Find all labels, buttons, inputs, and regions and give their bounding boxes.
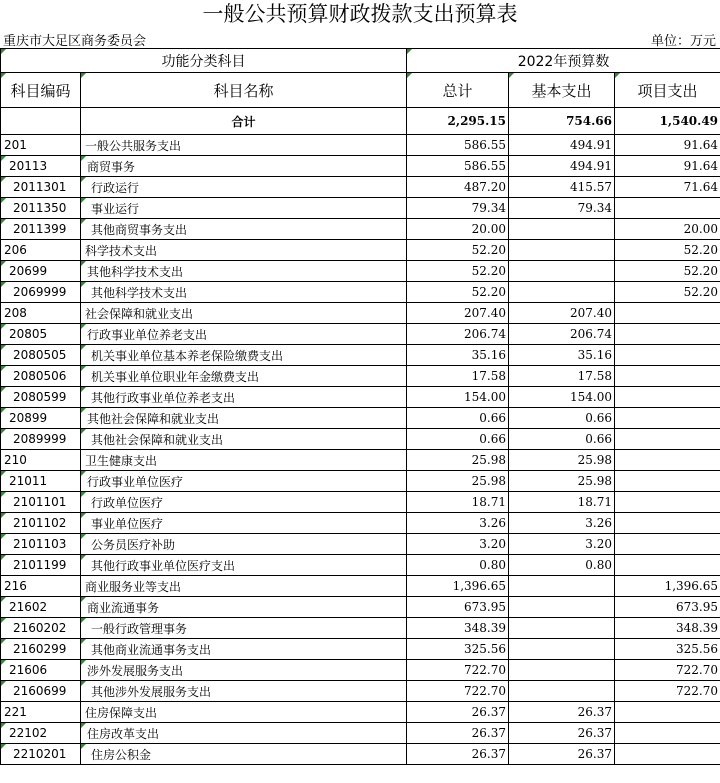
- table-row: [1, 513, 720, 534]
- project-cell: 1,396.65: [615, 576, 720, 597]
- total-row: [1, 108, 720, 135]
- code-cell: 216: [1, 576, 81, 597]
- total-cell: 325.56: [407, 639, 509, 660]
- table-row: [1, 597, 720, 618]
- total-cell: 79.34: [407, 198, 509, 219]
- name-cell: 卫生健康支出: [81, 450, 407, 471]
- code-cell: 2101103: [1, 534, 81, 555]
- basic-cell: 26.37: [509, 702, 615, 723]
- name-cell: 其他科学技术支出: [81, 261, 407, 282]
- project-cell: [615, 471, 720, 492]
- table-row: [1, 198, 720, 219]
- code-cell: 21602: [1, 597, 81, 618]
- table-row: [1, 219, 720, 240]
- header-name: 科目名称: [81, 73, 407, 108]
- code-cell: 21011: [1, 471, 81, 492]
- name-cell: 其他科学技术支出: [81, 282, 407, 303]
- total-cell: 0.66: [407, 408, 509, 429]
- project-cell: [615, 702, 720, 723]
- table-row: [1, 282, 720, 303]
- total-cell: 1,396.65: [407, 576, 509, 597]
- name-cell: 商贸事务: [81, 156, 407, 177]
- basic-cell: 154.00: [509, 387, 615, 408]
- table-row: [1, 450, 720, 471]
- name-cell: 涉外发展服务支出: [81, 660, 407, 681]
- project-cell: 722.70: [615, 660, 720, 681]
- basic-cell: 494.91: [509, 135, 615, 156]
- table-row: [1, 639, 720, 660]
- name-cell: 其他商贸事务支出: [81, 219, 407, 240]
- total-cell: 35.16: [407, 345, 509, 366]
- table-row: [1, 429, 720, 450]
- code-cell: 221: [1, 702, 81, 723]
- project-cell: [615, 198, 720, 219]
- name-cell: 其他行政事业单位医疗支出: [81, 555, 407, 576]
- total-cell: 26.37: [407, 744, 509, 765]
- name-cell: 其他涉外发展服务支出: [81, 681, 407, 702]
- total-cell: 0.80: [407, 555, 509, 576]
- table-row: [1, 240, 720, 261]
- basic-cell: [509, 597, 615, 618]
- basic-cell: 0.66: [509, 429, 615, 450]
- header-budget-year: 2022年预算数: [407, 49, 720, 73]
- code-cell: 21606: [1, 660, 81, 681]
- basic-cell: 25.98: [509, 471, 615, 492]
- code-cell: 20805: [1, 324, 81, 345]
- basic-cell: 494.91: [509, 156, 615, 177]
- header-basic: 基本支出: [509, 73, 615, 108]
- code-cell: 2080506: [1, 366, 81, 387]
- name-cell: 住房公积金: [81, 744, 407, 765]
- basic-cell: 207.40: [509, 303, 615, 324]
- basic-cell: 0.66: [509, 408, 615, 429]
- code-cell: 20113: [1, 156, 81, 177]
- code-cell: 2011301: [1, 177, 81, 198]
- name-cell: 住房保障支出: [81, 702, 407, 723]
- name-cell: 一般行政管理事务: [81, 618, 407, 639]
- total-cell: 722.70: [407, 660, 509, 681]
- basic-cell: 26.37: [509, 744, 615, 765]
- project-cell: [615, 534, 720, 555]
- name-cell: 科学技术支出: [81, 240, 407, 261]
- project-cell: [615, 555, 720, 576]
- code-cell: 2080505: [1, 345, 81, 366]
- total-cell: 348.39: [407, 618, 509, 639]
- total-cell: 20.00: [407, 219, 509, 240]
- total-cell: 52.20: [407, 282, 509, 303]
- project-cell: [615, 744, 720, 765]
- basic-cell: 26.37: [509, 723, 615, 744]
- table-row: [1, 261, 720, 282]
- header-row-2: [1, 73, 720, 108]
- table-row: [1, 471, 720, 492]
- project-cell: 673.95: [615, 597, 720, 618]
- code-cell: 2011399: [1, 219, 81, 240]
- total-cell: 206.74: [407, 324, 509, 345]
- project-cell: [615, 450, 720, 471]
- basic-cell: [509, 618, 615, 639]
- total-cell: 26.37: [407, 702, 509, 723]
- basic-cell: [509, 576, 615, 597]
- code-cell: 2101102: [1, 513, 81, 534]
- project-cell: [615, 408, 720, 429]
- code-cell: 20699: [1, 261, 81, 282]
- basic-cell: 3.26: [509, 513, 615, 534]
- project-cell: 52.20: [615, 240, 720, 261]
- basic-cell: [509, 639, 615, 660]
- name-cell: 一般公共服务支出: [81, 135, 407, 156]
- basic-cell: [509, 261, 615, 282]
- total-total: 2,295.15: [407, 108, 509, 135]
- project-cell: 91.64: [615, 156, 720, 177]
- table-row: [1, 408, 720, 429]
- table-row: [1, 492, 720, 513]
- table-row: [1, 366, 720, 387]
- total-cell: 207.40: [407, 303, 509, 324]
- basic-cell: [509, 660, 615, 681]
- total-cell: 25.98: [407, 450, 509, 471]
- name-cell: 其他社会保障和就业支出: [81, 408, 407, 429]
- name-cell: 机关事业单位基本养老保险缴费支出: [81, 345, 407, 366]
- code-cell: 210: [1, 450, 81, 471]
- code-cell: 2080599: [1, 387, 81, 408]
- name-cell: 事业运行: [81, 198, 407, 219]
- project-cell: 20.00: [615, 219, 720, 240]
- project-cell: 348.39: [615, 618, 720, 639]
- total-cell: 487.20: [407, 177, 509, 198]
- project-cell: [615, 387, 720, 408]
- table-row: [1, 744, 720, 765]
- code-cell: 2101199: [1, 555, 81, 576]
- total-cell: 722.70: [407, 681, 509, 702]
- code-cell: 2069999: [1, 282, 81, 303]
- unit-label: 单位：万元: [650, 34, 716, 49]
- table-row: [1, 177, 720, 198]
- code-cell: 2210201: [1, 744, 81, 765]
- basic-cell: [509, 681, 615, 702]
- name-cell: 行政运行: [81, 177, 407, 198]
- code-cell: 2011350: [1, 198, 81, 219]
- name-cell: 行政单位医疗: [81, 492, 407, 513]
- total-cell: 52.20: [407, 261, 509, 282]
- basic-cell: 25.98: [509, 450, 615, 471]
- code-cell: 2101101: [1, 492, 81, 513]
- basic-cell: 3.20: [509, 534, 615, 555]
- basic-cell: [509, 219, 615, 240]
- table-row: [1, 660, 720, 681]
- name-cell: 商业流通事务: [81, 597, 407, 618]
- code-cell: 20899: [1, 408, 81, 429]
- total-cell: 25.98: [407, 471, 509, 492]
- project-cell: [615, 723, 720, 744]
- basic-cell: [509, 240, 615, 261]
- project-cell: [615, 429, 720, 450]
- table-row: [1, 387, 720, 408]
- total-project: 1,540.49: [615, 108, 720, 135]
- project-cell: [615, 492, 720, 513]
- basic-cell: 35.16: [509, 345, 615, 366]
- table-row: [1, 702, 720, 723]
- table-row: [1, 723, 720, 744]
- table-row: [1, 345, 720, 366]
- name-cell: 行政事业单位养老支出: [81, 324, 407, 345]
- code-cell: 2160699: [1, 681, 81, 702]
- table-row: [1, 156, 720, 177]
- code-cell: 206: [1, 240, 81, 261]
- code-cell: 201: [1, 135, 81, 156]
- name-cell: 其他行政事业单位养老支出: [81, 387, 407, 408]
- total-cell: 52.20: [407, 240, 509, 261]
- total-cell: 0.66: [407, 429, 509, 450]
- code-cell: 2089999: [1, 429, 81, 450]
- project-cell: 71.64: [615, 177, 720, 198]
- total-cell: 18.71: [407, 492, 509, 513]
- project-cell: 91.64: [615, 135, 720, 156]
- name-cell: 公务员医疗补助: [81, 534, 407, 555]
- basic-cell: 18.71: [509, 492, 615, 513]
- name-cell: 商业服务业等支出: [81, 576, 407, 597]
- project-cell: 722.70: [615, 681, 720, 702]
- basic-cell: 79.34: [509, 198, 615, 219]
- name-cell: 其他商业流通事务支出: [81, 639, 407, 660]
- basic-cell: 415.57: [509, 177, 615, 198]
- total-cell: 3.20: [407, 534, 509, 555]
- name-cell: 机关事业单位职业年金缴费支出: [81, 366, 407, 387]
- code-cell: 208: [1, 303, 81, 324]
- name-cell: 其他社会保障和就业支出: [81, 429, 407, 450]
- basic-cell: 0.80: [509, 555, 615, 576]
- project-cell: [615, 345, 720, 366]
- total-cell: 673.95: [407, 597, 509, 618]
- table-row: [1, 303, 720, 324]
- header-project: 项目支出: [615, 73, 720, 108]
- header-row-1: [1, 49, 720, 73]
- total-cell: 17.58: [407, 366, 509, 387]
- total-cell: 586.55: [407, 135, 509, 156]
- project-cell: 52.20: [615, 261, 720, 282]
- project-cell: [615, 366, 720, 387]
- table-row: [1, 681, 720, 702]
- table-row: [1, 534, 720, 555]
- name-cell: 社会保障和就业支出: [81, 303, 407, 324]
- page-title: 一般公共预算财政拨款支出预算表: [202, 2, 518, 26]
- name-cell: 住房改革支出: [81, 723, 407, 744]
- project-cell: [615, 324, 720, 345]
- basic-cell: 206.74: [509, 324, 615, 345]
- subtitle-bar: [0, 28, 720, 48]
- total-cell: 586.55: [407, 156, 509, 177]
- total-basic: 754.66: [509, 108, 615, 135]
- project-cell: [615, 513, 720, 534]
- total-cell: 3.26: [407, 513, 509, 534]
- table-row: [1, 324, 720, 345]
- header-category: 功能分类科目: [1, 49, 407, 73]
- project-cell: 52.20: [615, 282, 720, 303]
- table-row: [1, 555, 720, 576]
- table-row: [1, 618, 720, 639]
- code-cell: 22102: [1, 723, 81, 744]
- basic-cell: [509, 282, 615, 303]
- budget-table: [0, 48, 720, 765]
- project-cell: [615, 303, 720, 324]
- table-row: [1, 576, 720, 597]
- total-cell: 26.37: [407, 723, 509, 744]
- total-label: 合计: [81, 108, 407, 135]
- basic-cell: 17.58: [509, 366, 615, 387]
- name-cell: 行政事业单位医疗: [81, 471, 407, 492]
- project-cell: 325.56: [615, 639, 720, 660]
- code-cell: 2160202: [1, 618, 81, 639]
- header-code: 科目编码: [1, 73, 81, 108]
- name-cell: 事业单位医疗: [81, 513, 407, 534]
- code-cell: 2160299: [1, 639, 81, 660]
- organization-name: 重庆市大足区商务委员会: [3, 34, 147, 49]
- total-cell: 154.00: [407, 387, 509, 408]
- header-total: 总计: [407, 73, 509, 108]
- table-row: [1, 135, 720, 156]
